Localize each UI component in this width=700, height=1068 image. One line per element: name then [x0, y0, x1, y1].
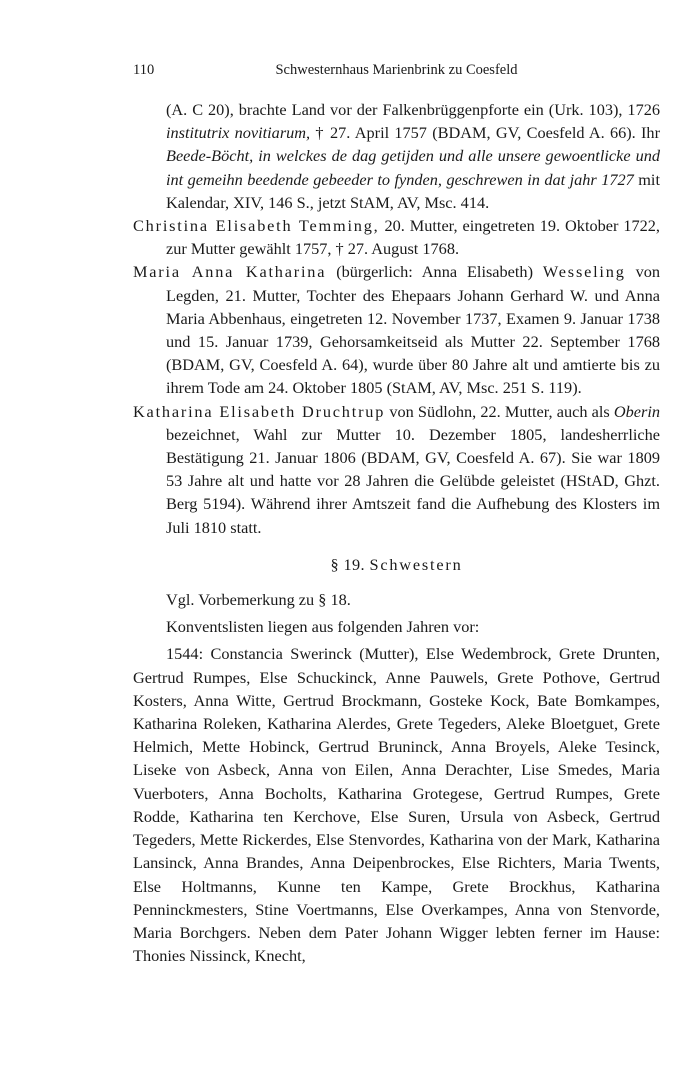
entry-druchtrup	[133, 400, 660, 539]
entry-wesseling	[133, 260, 660, 399]
entry-text: bezeichnet, Wahl zur Mutter 10. Dezember 1805, landesherrliche Bestätigung 21. Januar 1806 (BDAM, GV, Coesfeld A. 67). Sie war 1809 53 Jahre alt und hatte vor 28 Jahren die Gelübde geleistet (HStAD, Ghzt. Berg 5194). Während ihrer Amtszeit fand die Aufhebung des Klosters im Juli 1810 statt.	[166, 424, 660, 537]
section-title: Schwestern	[369, 554, 463, 574]
page-number: 110	[133, 62, 155, 78]
text-run: † 27. April 1757 (BDAM, GV, Coesfeld A. 66). Ihr	[310, 123, 660, 143]
italic-term: institutrix novitiarum,	[166, 123, 311, 143]
paragraph-intro: Konventslisten liegen aus folgenden Jahren vor:	[166, 617, 480, 637]
entry-temming	[133, 214, 660, 260]
entry-name: Katharina Elisabeth Druchtrup	[133, 401, 386, 421]
text-run: (A. C 20), brachte Land vor der Falkenbrüggenpforte ein (Urk. 103), 1726	[166, 100, 660, 119]
italic-term: Oberin	[613, 401, 661, 421]
entry-name: Maria Anna Katharina	[133, 262, 327, 282]
paragraph-convent-list: 1544: Constancia Swerinck (Mutter), Else Wedembrock, Grete Drunten, Gertrud Rumpes, Else Schuckinck, Anne Pauwels, Grete Pothove, Gertrud Kosters, Anna Witte, Gertrud Brockmann, Gosteke Kock, Bate Bomkampes, Katharina Roleken, Katharina Alerdes, Grete Tegeders, Aleke Bloetguet, Grete Helmich, Mette Hobinck, Gertrud Bruninck, Anna Broyels, Aleke Tesinck, Liseke von Asbeck, Anna von Eilen, Anna Derachter, Lise Smedes, Maria Vuerboters, Anna Bocholts, Katharina Grotegese, Gertrud Rumpes, Grete Rodde, Katharina ten Kerchove, Else Suren, Ursula von Asbeck, Gertrud Tegeders, Mette Rickerdes, Else Stenvordes, Katharina von der Mark, Katharina Lansinck, Anna Brandes, Anna Deipenbrockes, Else Richters, Maria Twents, Else Holtmanns, Kunne ten Kampe, Grete Brockhus, Katharina Penninckmesters, Stine Voertmanns, Else Overkampes, Anna von Stenvorde, Maria Borchgers. Neben dem Pater Johann Wigger lebten ferner im Hause: Thonies Nissinck, Knecht,	[133, 644, 660, 966]
entry-text: 20. Mutter, eingetreten 19. Oktober 1722, zur Mutter gewählt 1757, † 27. August 1768.	[166, 216, 660, 259]
italic-title: Beede-Böcht, in welckes de dag getijden und alle unsere gewoentlicke und int gemeihn beedende gebeeder to fynden, geschrewen in dat jahr 1727	[166, 146, 660, 189]
entry-surname: Wesseling	[542, 262, 626, 282]
text-run: mit Kalendar, XIV, 146 S., jetzt StAM, AV, Msc. 414.	[166, 169, 660, 212]
section-number: § 19.	[330, 554, 365, 574]
running-head	[133, 62, 660, 84]
body-text	[133, 98, 660, 967]
entry-name: Christina Elisabeth Temming,	[133, 216, 380, 236]
paragraph-reference: Vgl. Vorbemerkung zu § 18.	[166, 590, 351, 610]
paragraph-continuation	[133, 98, 660, 214]
running-title: Schwesternhaus Marienbrink zu Coesfeld	[275, 62, 518, 78]
entry-text: (bürgerlich: Anna Elisabeth)	[326, 262, 543, 282]
entry-text: von Legden, 21. Mutter, Tochter des Ehepaars Johann Gerhard W. und Anna Maria Abbenhaus, eingetreten 12. November 1737, Examen 9. Januar 1738 und 15. Januar 1739, Gehorsamkeitseid als Mutter 22. September 1768 (BDAM, GV, Coesfeld A. 64), wurde über 80 Jahre alt und amtierte bis zu ihrem Tode am 24. Oktober 1805 (StAM, AV, Msc. 251 S. 119).	[166, 262, 660, 398]
entry-text: von Südlohn, 22. Mutter, auch als	[385, 401, 614, 421]
section-heading	[133, 553, 660, 576]
